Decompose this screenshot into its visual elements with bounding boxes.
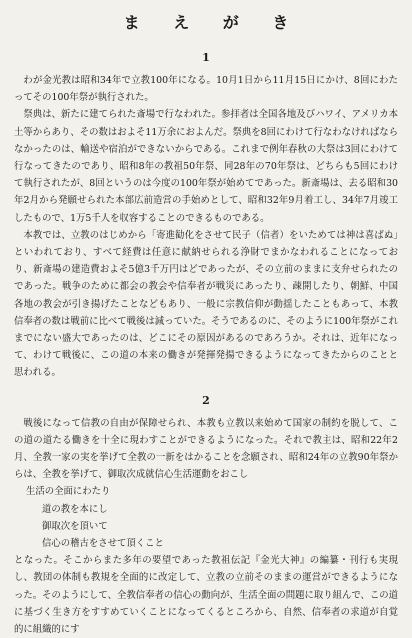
paragraph: 祭典は、新たに建てられた斎場で行なわれた。参拝者は全国各地及びハワイ、アメリカ本土等からあり、その数はおよそ11万余におよんだ。祭典を8回にわけて行なわなければならなかったのは、輸送や宿泊ができないからである。これまで例年春秋の大祭は3回にわけて行なってきたのであり、昭和8年の教祖50年祭、同28年の70年祭は、どちらも5回にわけて執行されたが、8回というのは今度の100年祭が始めてであった。新斎場は、去る昭和30年2月から発願せられた本部広前造営の手始めとして、昭和32年9月着工し、34年7月竣工したもので、1万5千人を収容することのできるものである。: [14, 109, 398, 224]
paragraph: となった。そこからまた多年の要望であった教祖伝記『金光大神』の編纂・刊行も実現し、教団の体制も教規を全面的に改定して、立教の立前そのままの運営ができるようになった。そのようにして、全教信奉者の信心の動向が、生活全面の問題に取り組んで、この道に基づく生き方をすすめていくことになってくるところから、自然、信奉者の求道が自覚的に組織的にす: [14, 555, 399, 636]
list-item: 生活の全面にわたり: [26, 486, 111, 498]
list-item: 信心の稽古をさせて頂くこと: [42, 538, 164, 550]
paragraph: わが金光教は昭和34年で立教100年になる。10月1日から11月15日にかけ、8回にわたってその100年祭が執行された。: [14, 75, 398, 104]
section-number: 2: [202, 393, 210, 407]
list-item: 御取次を頂いて: [42, 520, 108, 532]
paragraph: 本教では、立教のはじめから「寄進勧化をさせて民子（信者）をいためては神は喜ばぬ」といわれており、すべて経費は任意に献納せられる浄財でまかなわれることになっており、新斎場の建造費およそ5億3千万円はどであったが、その立前のままに支弁せられたのであった。戦争のために都会の教会や信奉者が戦災にあったり、疎開したり、朝鮮、中国各地の教会が引き揚げたことなどもあり、一般に宗教信仰が動揺したこともあって、本教信奉者の数は戦前に比べて戦後は減っていた。そうであるのに、そのように100年祭がこれまでにない盛大であったのは、どこにその原因があるのであろうか。それは、近年になって、わけて戦後に、この道の本来の働きが発揮発揚できるようになってきたからのことと思われる。: [14, 229, 398, 379]
indented-list: [14, 483, 398, 552]
list-item: 道の教を本にし: [42, 503, 108, 515]
section-number: 1: [202, 51, 210, 64]
page-title: ま え が き: [123, 13, 303, 32]
paragraph: 戦後になって信教の自由が保障せられ、本教も立教以来始めて国家の制約を脱して、この道の道たる働きを十全に現わすことができるようになった。それで教主は、昭和22年2月、全教一家の実を挙げて全教の一新をはかることを念願され、昭和24年の立教90年祭からは、全教を挙げて、御取次成就信心生活運動をおこし: [14, 417, 398, 481]
